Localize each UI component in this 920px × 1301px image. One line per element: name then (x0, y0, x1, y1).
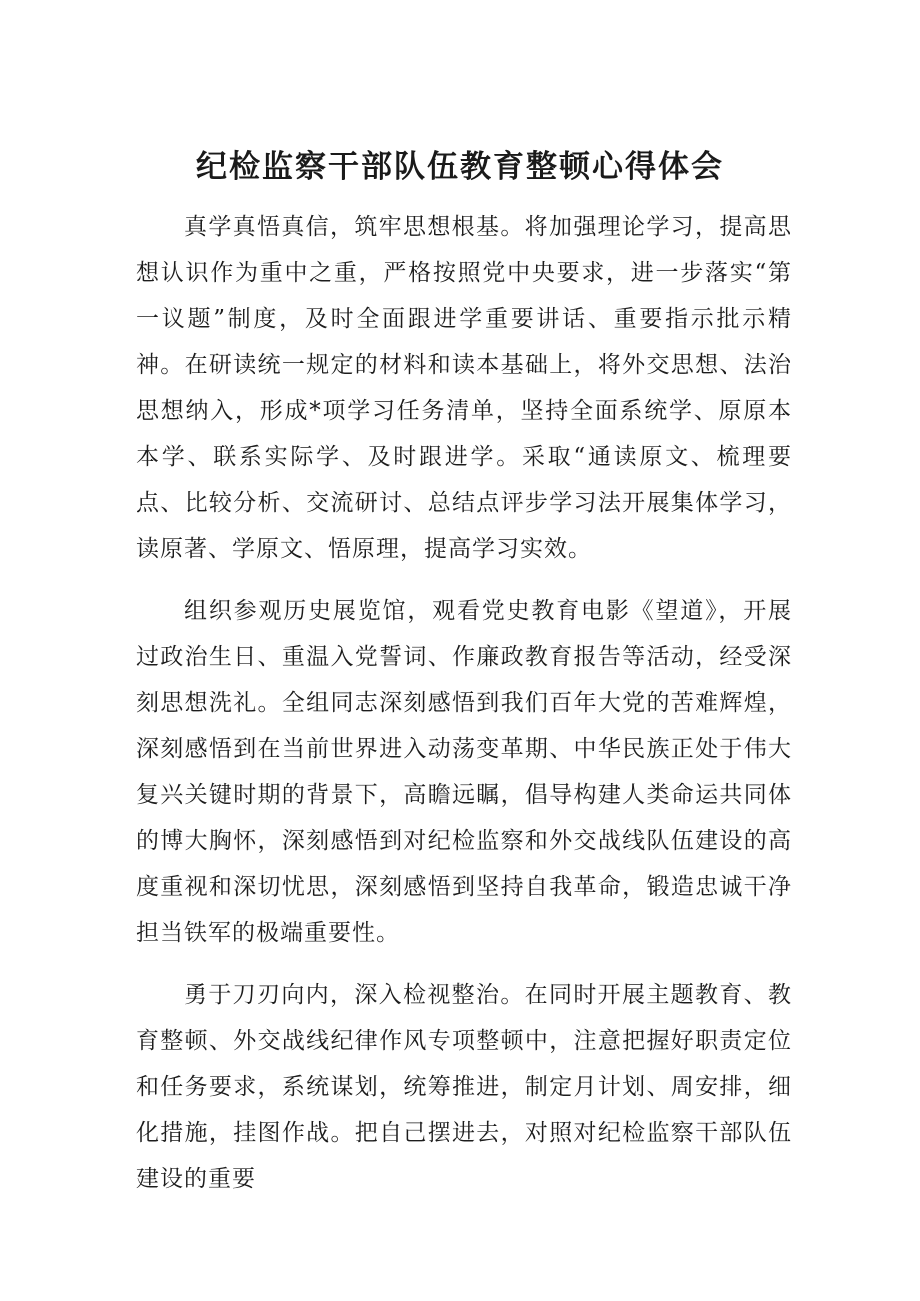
document-body (136, 204, 792, 1218)
paragraph: 组织参观历史展览馆，观看党史教育电影《望道》，开展过政治生日、重温入党誓词、作廉政教育报告等活动，经受深刻思想洗礼。全组同志深刻感悟到我们百年大党的苦难辉煌，深刻感悟到在当前世界进入动荡变革期、中华民族正处于伟大复兴关键时期的背景下，高瞻远瞩，倡导构建人类命运共同体的博大胸怀，深刻感悟到对纪检监察和外交战线队伍建设的高度重视和深切忧思，深刻感悟到坚持自我革命，锻造忠诚干净担当铁军的极端重要性。 (136, 598, 792, 946)
paragraph: 真学真悟真信，筑牢思想根基。将加强理论学习，提高思想认识作为重中之重，严格按照党中央要求，进一步落实“第一议题”制度，及时全面跟进学重要讲话、重要指示批示精神。在研读统一规定的材料和读本基础上，将外交思想、法治思想纳入，形成*项学习任务清单，坚持全面系统学、原原本本学、联系实际学、及时跟进学。采取“通读原文、梳理要点、比较分析、交流研讨、总结点评步学习法开展集体学习，读原著、学原文、悟原理，提高学习实效。 (136, 214, 792, 562)
paragraph: 勇于刀刃向内，深入检视整治。在同时开展主题教育、教育整顿、外交战线纪律作风专项整顿中，注意把握好职责定位和任务要求，系统谋划，统筹推进，制定月计划、周安排，细化措施，挂图作战。把自己摆进去，对照对纪检监察干部队伍建设的重要 (136, 982, 792, 1192)
document-title: 纪检监察干部队伍教育整顿心得体会 (196, 149, 724, 185)
